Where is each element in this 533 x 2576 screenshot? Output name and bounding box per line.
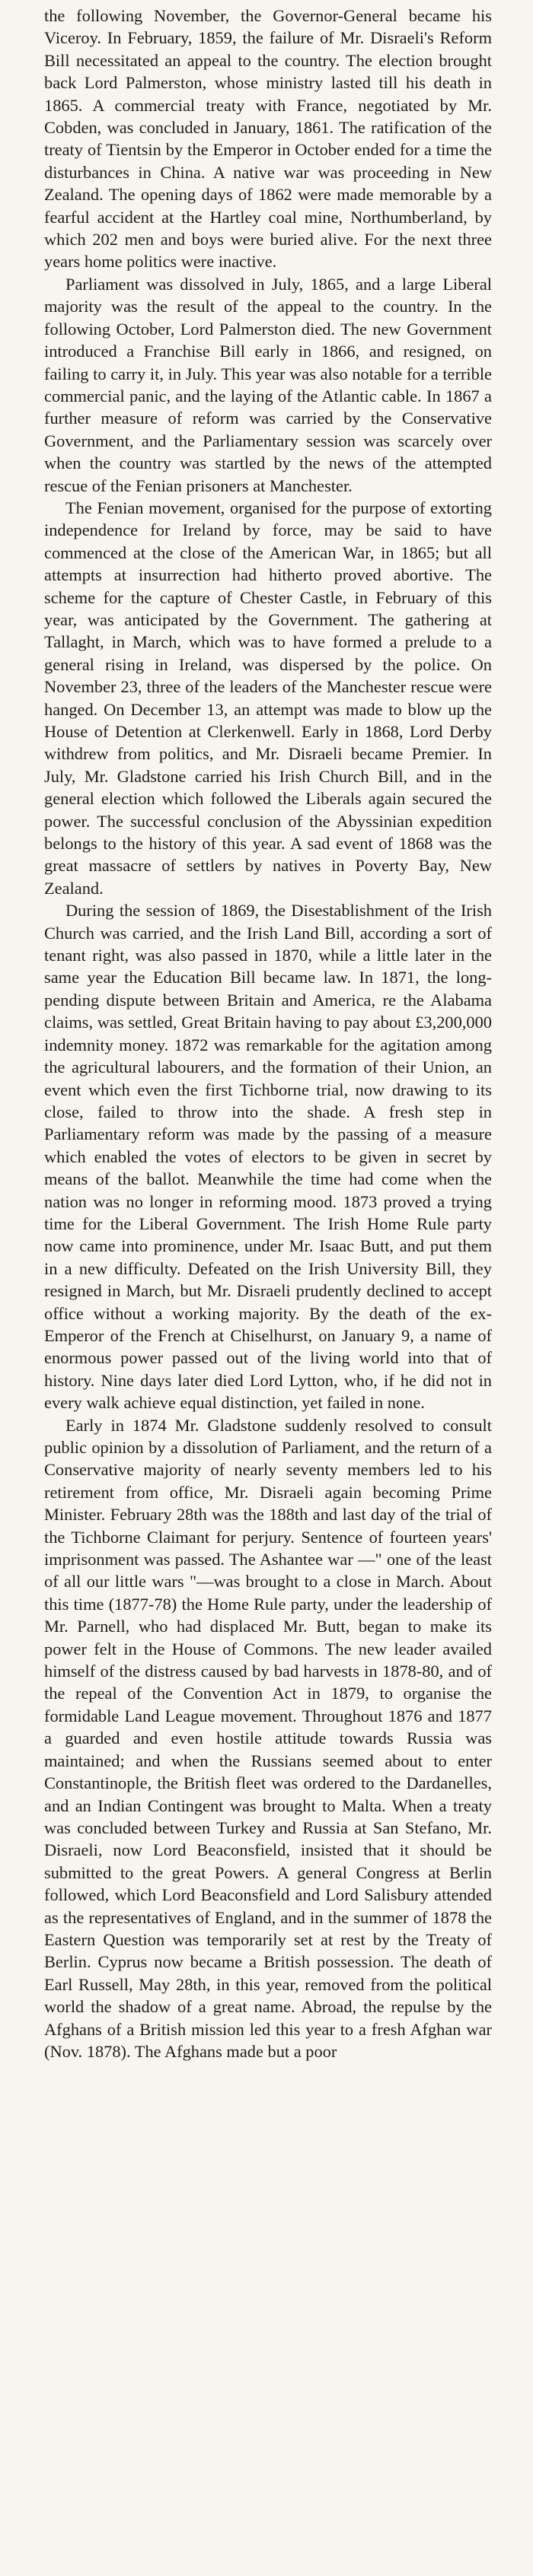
paragraph-3: The Fenian movement, organised for the purpose of extorting independence for Ireland by force, may be said to have commenced at the close of the American War, in 1865; but all attempts at insurrection had hitherto proved abortive. The scheme for the capture of Chester Castle, in February of this year, was anticipated by the Government. The gathering at Tallaght, in March, which was to have formed a prelude to a general rising in Ireland, was dispersed by the police. On November 23, three of the leaders of the Manchester rescue were hanged. On December 13, an attempt was made to blow up the House of Detention at Clerkenwell. Early in 1868, Lord Derby withdrew from politics, and Mr. Disraeli became Premier. In July, Mr. Gladstone carried his Irish Church Bill, and in the general election which followed the Liberals again secured the power. The successful conclusion of the Abyssinian expedition belongs to the history of this year. A sad event of 1868 was the great massacre of settlers by natives in Poverty Bay, New Zealand. xyxy=(44,498,492,898)
paragraph-4: During the session of 1869, the Disestablishment of the Irish Church was carried, and the Irish Land Bill, according a sort of tenant right, was also passed in 1870, while a little later in the same year the Education Bill became law. In 1871, the long-pending dispute between Britain and America, re the Alabama claims, was settled, Great Britain having to pay about £3,200,000 indemnity money. 1872 was remarkable for the agitation among the agricultural labourers, and the formation of their Union, an event which even the first Tichborne trial, now drawing to its close, failed to throw into the shade. A fresh step in Parliamentary reform was made by the passing of a measure which enabled the votes of electors to be given in secret by means of the ballot. Meanwhile the time had come when the nation was no longer in reforming mood. 1873 proved a trying time for the Liberal Government. The Irish Home Rule party now came into prominence, under Mr. Isaac Butt, and put them in a new difficulty. Defeated on the Irish University Bill, they resigned in March, but Mr. Disraeli prudently declined to accept office without a working majority. By the death of the ex-Emperor of the French at Chiselhurst, on January 9, a name of enormous power passed out of the living world into that of history. Nine days later died Lord Lytton, who, if he did not in every walk achieve equal distinction, yet failed in none. xyxy=(44,901,492,1413)
paragraph-2: Parliament was dissolved in July, 1865, and a large Liberal majority was the result of the appeal to the country. In the following October, Lord Palmerston died. The new Government introduced a Franchise Bill early in 1866, and resigned, on failing to carry it, in July. This year was also notable for a terrible commercial panic, and the laying of the Atlantic cable. In 1867 a further measure of reform was carried by the Conservative Government, and the Parliamentary session was scarcely over when the country was startled by the news of the attempted rescue of the Fenian prisoners at Manchester. xyxy=(44,274,492,495)
paragraph-5: Early in 1874 Mr. Gladstone suddenly resolved to consult public opinion by a dissolution of Parliament, and the return of a Conservative majority of nearly seventy members led to his retirement from office, Mr. Disraeli again becoming Prime Minister. February 28th was the 188th and last day of the trial of the Tichborne Claimant for perjury. Sentence of fourteen years' imprisonment was passed. The Ashantee war —" one of the least of all our little wars "—was brought to a close in March. About this time (1877-78) the Home Rule party, under the leadership of Mr. Parnell, who had displaced Mr. Butt, began to make its power felt in the House of Commons. The new leader availed himself of the distress caused by bad harvests in 1878-80, and of the repeal of the Convention Act in 1879, to organise the formidable Land League movement. Throughout 1876 and 1877 a guarded and even hostile attitude towards Russia was maintained; and when the Russians seemed about to enter Constantinople, the British fleet was ordered to the Dardanelles, and an Indian Contingent was brought to Malta. When a treaty was concluded between Turkey and Russia at San Stefano, Mr. Disraeli, now Lord Beaconsfield, insisted that it should be submitted to the great Powers. A general Congress at Berlin followed, which Lord Beaconsfield and Lord Salisbury attended as the representatives of England, and in the summer of 1878 the Eastern Question was temporarily set at rest by the Treaty of Berlin. Cyprus now became a British possession. The death of Earl Russell, May 28th, in this year, removed from the political world the shadow of a great name. Abroad, the repulse by the Afghans of a British mission led this year to a fresh Afghan war (Nov. 1878). The Afghans made but a poor xyxy=(44,1415,492,2061)
paragraph-1: the following November, the Governor-General became his Viceroy. In February, 1859, the failure of Mr. Disraeli's Reform Bill necessitated an appeal to the country. The election brought back Lord Palmerston, whose ministry lasted till his death in 1865. A commercial treaty with France, negotiated by Mr. Cobden, was concluded in January, 1861. The ratification of the treaty of Tientsin by the Emperor in October ended for a time the disturbances in China. A native war was proceeding in New Zealand. The opening days of 1862 were made memorable by a fearful accident at the Hartley coal mine, Northumberland, by which 202 men and boys were buried alive. For the next three years home politics were inactive. xyxy=(44,6,492,272)
text-column xyxy=(44,5,492,2062)
